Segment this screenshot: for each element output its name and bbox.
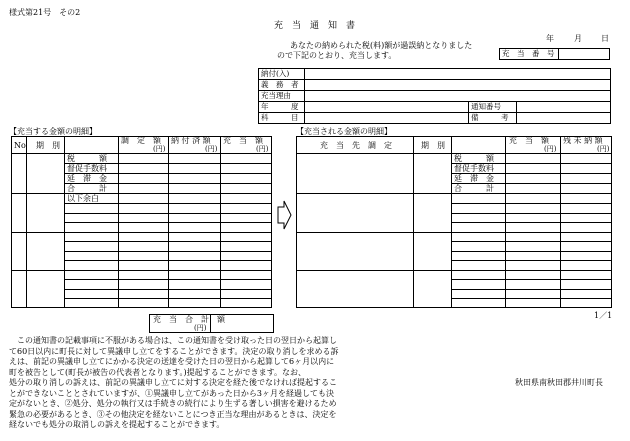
info-notsuki-label: 納付(入) [259,69,305,80]
right-col-zan: 残 未 納 額 [563,136,603,145]
right-col-saki: 充 当 先 調 定 [320,141,392,150]
left-row-zeigaku: 税 額 [67,154,107,163]
right-row-entai: 延 滞 金 [454,174,494,183]
intro-line-1: あなたの納められた税(料)額が過誤納となりました [290,41,473,50]
info-gimusha-label: 義 務 者 [259,80,305,91]
issuer: 秋田県南秋田郡井川町長 [515,378,603,387]
left-col-no: No [14,141,26,150]
arrow-right-icon [278,201,291,229]
notice-paragraph [9,336,339,431]
notice-line: とができないこととされていますが、①異議申し立てがあった日から3ヶ月を経過しても決 [9,388,335,398]
info-nendo-label: 年 度 [259,102,305,113]
form-number: 様式第21号 その2 [9,8,81,17]
page-title: 充 当 通 知 書 [274,21,356,31]
notice-line: 定がないとき、②処分、処分の執行又は手続きの続行により生ずる著しい損害を避けるため [9,399,337,408]
left-unit-1: (円) [153,145,166,153]
left-col-nofu: 納 付 済 額 [171,136,211,145]
page-number: 1／1 [594,311,613,320]
date-day: 日 [601,34,609,43]
notice-line: 経ないでも処分の取消しの訴えを提起することができます。 [9,420,225,429]
intro-line-2: ので下記のとおり、充当します。 [277,51,397,60]
juto-bango-label: 充 当 番 号 [500,49,559,60]
date-month: 月 [574,34,582,43]
left-col-juto: 充 当 額 [223,136,263,145]
left-row-gokei: 合 計 [67,184,107,193]
right-unit-1: (円) [544,145,557,153]
left-col-kibetsu: 期 別 [36,141,60,150]
info-biko-label: 備 考 [469,113,517,124]
notice-line: 処分の取り消しの訴えは、前記の異議申し立てに対する決定を経た後でなければ提起するこ [9,378,337,387]
notice-line: 緊急の必要があるとき、③その他決定を経ないことにつき正当な理由があるときは、決定を [9,409,337,419]
left-col-chotei: 調 定 額 [121,136,161,145]
left-row-ika-yohaku: 以下余白 [67,194,99,203]
right-col-kibetsu: 期 別 [421,141,445,150]
right-col-juto: 充 当 額 [509,136,549,145]
notice-line: 町を被告として(町長が被告の代表者となります。)提起することができます。なお、 [9,367,306,377]
notice-line: て60日以内に町長に対して異議申し立てをすることができます。決定の取り消しを求める訴 [9,346,339,356]
left-unit-3: (円) [256,145,269,153]
total-label: 充 当 合 計 額 [153,315,225,324]
right-row-gokei: 合 計 [454,184,494,193]
left-heading: 【充当する金額の明細】 [9,127,97,136]
info-riyu-label: 充当理由 [259,91,305,102]
right-unit-2: (円) [597,145,610,153]
right-row-zeigaku: 税 額 [454,154,494,163]
left-row-tokusoku: 督促手数料 [67,164,107,173]
right-row-tokusoku: 督促手数料 [454,164,494,173]
notice-line: えは、前記の異議申し立てにかかる決定の送達を受けた日の翌日から起算して6ヶ月以内に [9,357,335,366]
left-row-entai: 延 滞 金 [67,174,107,183]
info-tsuchi-label: 通知番号 [469,102,517,113]
notice-line: この通知書の記載事項に不服がある場合は、この通知書を受け取った日の翌日から起算し [9,336,337,345]
right-heading: 【充当される金額の明細】 [296,127,392,136]
date-year: 年 [546,34,554,43]
left-unit-2: (円) [205,145,218,153]
info-kamoku-label: 科 目 [259,113,305,124]
total-unit: (円) [194,324,207,332]
